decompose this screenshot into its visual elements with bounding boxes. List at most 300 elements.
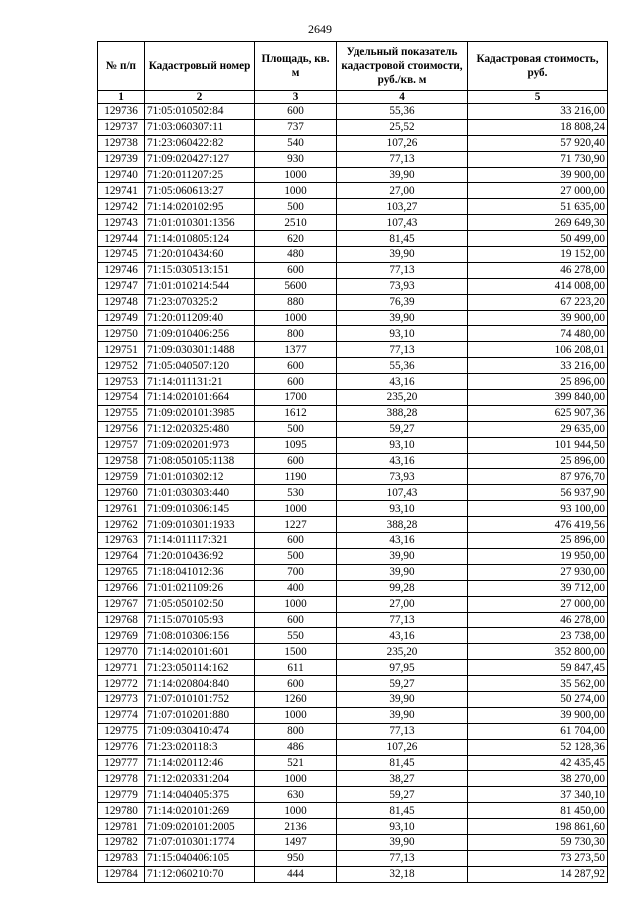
cadastral-number: 71:18:041012:36 bbox=[145, 564, 255, 580]
area-value: 950 bbox=[255, 850, 337, 866]
cadastral-number: 71:15:030513:151 bbox=[145, 262, 255, 278]
row-number: 129736 bbox=[98, 104, 145, 120]
row-number: 129771 bbox=[98, 660, 145, 676]
rate-value: 107,43 bbox=[337, 485, 468, 501]
cost-value: 67 223,20 bbox=[468, 294, 608, 310]
row-number: 129737 bbox=[98, 119, 145, 135]
cadastral-number: 71:20:011209:40 bbox=[145, 310, 255, 326]
cost-value: 198 861,60 bbox=[468, 819, 608, 835]
row-number: 129774 bbox=[98, 707, 145, 723]
rate-value: 107,26 bbox=[337, 135, 468, 151]
rate-value: 93,10 bbox=[337, 501, 468, 517]
cost-value: 625 907,36 bbox=[468, 405, 608, 421]
table-row bbox=[98, 803, 608, 819]
area-value: 600 bbox=[255, 104, 337, 120]
rate-value: 43,16 bbox=[337, 533, 468, 549]
table-row bbox=[98, 850, 608, 866]
cost-value: 19 950,00 bbox=[468, 548, 608, 564]
cost-value: 87 976,70 bbox=[468, 469, 608, 485]
row-number: 129779 bbox=[98, 787, 145, 803]
header-cadastral-cost: Кадастровая стоимость, руб. bbox=[468, 42, 608, 91]
rate-value: 73,93 bbox=[337, 469, 468, 485]
table-row bbox=[98, 628, 608, 644]
rate-value: 77,13 bbox=[337, 342, 468, 358]
row-number: 129767 bbox=[98, 596, 145, 612]
row-number: 129782 bbox=[98, 834, 145, 850]
table-row bbox=[98, 834, 608, 850]
area-value: 600 bbox=[255, 453, 337, 469]
cadastral-number: 71:08:050105:1138 bbox=[145, 453, 255, 469]
cadastral-number: 71:20:010436:92 bbox=[145, 548, 255, 564]
table-row bbox=[98, 564, 608, 580]
table-row bbox=[98, 215, 608, 231]
area-value: 1497 bbox=[255, 834, 337, 850]
area-value: 500 bbox=[255, 199, 337, 215]
cadastral-number: 71:12:020325:480 bbox=[145, 421, 255, 437]
area-value: 600 bbox=[255, 262, 337, 278]
area-value: 700 bbox=[255, 564, 337, 580]
rate-value: 235,20 bbox=[337, 644, 468, 660]
cadastral-number: 71:09:020101:2005 bbox=[145, 819, 255, 835]
row-number: 129740 bbox=[98, 167, 145, 183]
row-number: 129775 bbox=[98, 723, 145, 739]
table-row bbox=[98, 676, 608, 692]
cadastral-value-table bbox=[97, 41, 608, 883]
rate-value: 27,00 bbox=[337, 183, 468, 199]
cadastral-number: 71:14:011131:21 bbox=[145, 374, 255, 390]
row-number: 129739 bbox=[98, 151, 145, 167]
row-number: 129759 bbox=[98, 469, 145, 485]
rate-value: 43,16 bbox=[337, 628, 468, 644]
row-number: 129762 bbox=[98, 517, 145, 533]
cost-value: 27 930,00 bbox=[468, 564, 608, 580]
row-number: 129750 bbox=[98, 326, 145, 342]
row-number: 129754 bbox=[98, 390, 145, 406]
rate-value: 25,52 bbox=[337, 119, 468, 135]
cadastral-number: 71:14:040405:375 bbox=[145, 787, 255, 803]
row-number: 129746 bbox=[98, 262, 145, 278]
cost-value: 25 896,00 bbox=[468, 533, 608, 549]
row-number: 129766 bbox=[98, 580, 145, 596]
cadastral-number: 71:15:040406:105 bbox=[145, 850, 255, 866]
column-number: 2 bbox=[145, 91, 255, 104]
cost-value: 59 730,30 bbox=[468, 834, 608, 850]
cost-value: 56 937,90 bbox=[468, 485, 608, 501]
rate-value: 103,27 bbox=[337, 199, 468, 215]
area-value: 1500 bbox=[255, 644, 337, 660]
cadastral-number: 71:12:060210:70 bbox=[145, 866, 255, 882]
row-number: 129758 bbox=[98, 453, 145, 469]
table-row bbox=[98, 310, 608, 326]
cost-value: 33 216,00 bbox=[468, 358, 608, 374]
area-value: 630 bbox=[255, 787, 337, 803]
cost-value: 101 944,50 bbox=[468, 437, 608, 453]
rate-value: 43,16 bbox=[337, 374, 468, 390]
row-number: 129755 bbox=[98, 405, 145, 421]
table-row bbox=[98, 755, 608, 771]
cost-value: 39 712,00 bbox=[468, 580, 608, 596]
rate-value: 77,13 bbox=[337, 262, 468, 278]
row-number: 129780 bbox=[98, 803, 145, 819]
column-number: 4 bbox=[337, 91, 468, 104]
area-value: 1095 bbox=[255, 437, 337, 453]
cost-value: 52 128,36 bbox=[468, 739, 608, 755]
rate-value: 39,90 bbox=[337, 691, 468, 707]
cost-value: 27 000,00 bbox=[468, 596, 608, 612]
header-rate: Удельный показатель кадастровой стоимости, руб./кв. м bbox=[337, 42, 468, 91]
row-number: 129761 bbox=[98, 501, 145, 517]
rate-value: 39,90 bbox=[337, 247, 468, 263]
cadastral-number: 71:07:010301:1774 bbox=[145, 834, 255, 850]
area-value: 800 bbox=[255, 723, 337, 739]
cadastral-number: 71:14:020112:46 bbox=[145, 755, 255, 771]
rate-value: 43,16 bbox=[337, 453, 468, 469]
table-row bbox=[98, 247, 608, 263]
area-value: 1612 bbox=[255, 405, 337, 421]
area-value: 611 bbox=[255, 660, 337, 676]
table-row bbox=[98, 644, 608, 660]
rate-value: 77,13 bbox=[337, 612, 468, 628]
cadastral-number: 71:09:020101:3985 bbox=[145, 405, 255, 421]
table-row bbox=[98, 739, 608, 755]
table-row bbox=[98, 707, 608, 723]
cost-value: 106 208,01 bbox=[468, 342, 608, 358]
row-number: 129757 bbox=[98, 437, 145, 453]
row-number: 129753 bbox=[98, 374, 145, 390]
table-row bbox=[98, 231, 608, 247]
rate-value: 235,20 bbox=[337, 390, 468, 406]
cadastral-number: 71:01:010302:12 bbox=[145, 469, 255, 485]
table-row bbox=[98, 723, 608, 739]
table-row bbox=[98, 119, 608, 135]
table-row bbox=[98, 326, 608, 342]
cost-value: 39 900,00 bbox=[468, 310, 608, 326]
table-row bbox=[98, 612, 608, 628]
cost-value: 71 730,90 bbox=[468, 151, 608, 167]
rate-value: 76,39 bbox=[337, 294, 468, 310]
table-row bbox=[98, 485, 608, 501]
row-number: 129776 bbox=[98, 739, 145, 755]
area-value: 1700 bbox=[255, 390, 337, 406]
area-value: 600 bbox=[255, 612, 337, 628]
cost-value: 25 896,00 bbox=[468, 453, 608, 469]
cost-value: 59 847,45 bbox=[468, 660, 608, 676]
area-value: 880 bbox=[255, 294, 337, 310]
rate-value: 81,45 bbox=[337, 231, 468, 247]
rate-value: 39,90 bbox=[337, 310, 468, 326]
area-value: 486 bbox=[255, 739, 337, 755]
rate-value: 39,90 bbox=[337, 834, 468, 850]
cost-value: 33 216,00 bbox=[468, 104, 608, 120]
cadastral-number: 71:09:010406:256 bbox=[145, 326, 255, 342]
cadastral-number: 71:05:050102:50 bbox=[145, 596, 255, 612]
cost-value: 51 635,00 bbox=[468, 199, 608, 215]
rate-value: 39,90 bbox=[337, 564, 468, 580]
cadastral-number: 71:15:070105:93 bbox=[145, 612, 255, 628]
cadastral-number: 71:09:010306:145 bbox=[145, 501, 255, 517]
area-value: 540 bbox=[255, 135, 337, 151]
area-value: 1190 bbox=[255, 469, 337, 485]
rate-value: 59,27 bbox=[337, 421, 468, 437]
cadastral-number: 71:20:011207:25 bbox=[145, 167, 255, 183]
rate-value: 81,45 bbox=[337, 755, 468, 771]
cost-value: 25 896,00 bbox=[468, 374, 608, 390]
area-value: 5600 bbox=[255, 278, 337, 294]
row-number: 129781 bbox=[98, 819, 145, 835]
area-value: 1000 bbox=[255, 310, 337, 326]
cost-value: 50 499,00 bbox=[468, 231, 608, 247]
cost-value: 35 562,00 bbox=[468, 676, 608, 692]
area-value: 500 bbox=[255, 548, 337, 564]
area-value: 737 bbox=[255, 119, 337, 135]
cadastral-number: 71:14:020101:664 bbox=[145, 390, 255, 406]
row-number: 129752 bbox=[98, 358, 145, 374]
area-value: 480 bbox=[255, 247, 337, 263]
rate-value: 97,95 bbox=[337, 660, 468, 676]
table-row bbox=[98, 421, 608, 437]
row-number: 129777 bbox=[98, 755, 145, 771]
cost-value: 42 435,45 bbox=[468, 755, 608, 771]
cadastral-number: 71:09:010301:1933 bbox=[145, 517, 255, 533]
column-number: 1 bbox=[98, 91, 145, 104]
table-row bbox=[98, 151, 608, 167]
rate-value: 107,26 bbox=[337, 739, 468, 755]
cadastral-number: 71:20:010434:60 bbox=[145, 247, 255, 263]
cadastral-number: 71:05:010502:84 bbox=[145, 104, 255, 120]
cadastral-number: 71:01:010301:1356 bbox=[145, 215, 255, 231]
cadastral-number: 71:23:020118:3 bbox=[145, 739, 255, 755]
rate-value: 27,00 bbox=[337, 596, 468, 612]
table-row bbox=[98, 199, 608, 215]
area-value: 600 bbox=[255, 533, 337, 549]
area-value: 550 bbox=[255, 628, 337, 644]
cadastral-number: 71:07:010201:880 bbox=[145, 707, 255, 723]
area-value: 1377 bbox=[255, 342, 337, 358]
cost-value: 81 450,00 bbox=[468, 803, 608, 819]
table-row bbox=[98, 405, 608, 421]
rate-value: 55,36 bbox=[337, 358, 468, 374]
cadastral-number: 71:23:070325:2 bbox=[145, 294, 255, 310]
cost-value: 38 270,00 bbox=[468, 771, 608, 787]
cost-value: 39 900,00 bbox=[468, 167, 608, 183]
area-value: 500 bbox=[255, 421, 337, 437]
row-number: 129772 bbox=[98, 676, 145, 692]
table-row bbox=[98, 501, 608, 517]
row-number: 129741 bbox=[98, 183, 145, 199]
rate-value: 32,18 bbox=[337, 866, 468, 882]
rate-value: 39,90 bbox=[337, 548, 468, 564]
cost-value: 476 419,56 bbox=[468, 517, 608, 533]
area-value: 800 bbox=[255, 326, 337, 342]
row-number: 129751 bbox=[98, 342, 145, 358]
row-number: 129743 bbox=[98, 215, 145, 231]
rate-value: 99,28 bbox=[337, 580, 468, 596]
area-value: 930 bbox=[255, 151, 337, 167]
page-number: 2649 bbox=[308, 22, 332, 36]
cadastral-number: 71:14:020101:601 bbox=[145, 644, 255, 660]
header-number: № п/п bbox=[98, 42, 145, 91]
row-number: 129769 bbox=[98, 628, 145, 644]
rate-value: 81,45 bbox=[337, 803, 468, 819]
cadastral-number: 71:08:010306:156 bbox=[145, 628, 255, 644]
area-value: 1000 bbox=[255, 183, 337, 199]
table-row bbox=[98, 453, 608, 469]
area-value: 620 bbox=[255, 231, 337, 247]
cadastral-number: 71:14:020101:269 bbox=[145, 803, 255, 819]
table-row bbox=[98, 358, 608, 374]
cadastral-number: 71:14:010805:124 bbox=[145, 231, 255, 247]
area-value: 1000 bbox=[255, 803, 337, 819]
cadastral-number: 71:01:021109:26 bbox=[145, 580, 255, 596]
row-number: 129756 bbox=[98, 421, 145, 437]
cost-value: 414 008,00 bbox=[468, 278, 608, 294]
cadastral-number: 71:01:030303:440 bbox=[145, 485, 255, 501]
cadastral-number: 71:23:060422:82 bbox=[145, 135, 255, 151]
cost-value: 46 278,00 bbox=[468, 612, 608, 628]
area-value: 600 bbox=[255, 358, 337, 374]
cost-value: 37 340,10 bbox=[468, 787, 608, 803]
row-number: 129768 bbox=[98, 612, 145, 628]
cadastral-number: 71:05:060613:27 bbox=[145, 183, 255, 199]
area-value: 444 bbox=[255, 866, 337, 882]
area-value: 1000 bbox=[255, 501, 337, 517]
rate-value: 39,90 bbox=[337, 167, 468, 183]
rate-value: 73,93 bbox=[337, 278, 468, 294]
table-header-row bbox=[98, 42, 608, 91]
row-number: 129748 bbox=[98, 294, 145, 310]
table-row bbox=[98, 104, 608, 120]
table-row bbox=[98, 533, 608, 549]
cadastral-number: 71:09:020427:127 bbox=[145, 151, 255, 167]
cost-value: 73 273,50 bbox=[468, 850, 608, 866]
table-row bbox=[98, 262, 608, 278]
area-value: 400 bbox=[255, 580, 337, 596]
rate-value: 55,36 bbox=[337, 104, 468, 120]
cadastral-number: 71:09:020201:973 bbox=[145, 437, 255, 453]
row-number: 129763 bbox=[98, 533, 145, 549]
cadastral-number: 71:01:010214:544 bbox=[145, 278, 255, 294]
cadastral-number: 71:23:050114:162 bbox=[145, 660, 255, 676]
cost-value: 269 649,30 bbox=[468, 215, 608, 231]
rate-value: 77,13 bbox=[337, 723, 468, 739]
column-number: 3 bbox=[255, 91, 337, 104]
cost-value: 29 635,00 bbox=[468, 421, 608, 437]
area-value: 2510 bbox=[255, 215, 337, 231]
cost-value: 61 704,00 bbox=[468, 723, 608, 739]
cost-value: 23 738,00 bbox=[468, 628, 608, 644]
table-row bbox=[98, 135, 608, 151]
row-number: 129770 bbox=[98, 644, 145, 660]
table-row bbox=[98, 771, 608, 787]
rate-value: 39,90 bbox=[337, 707, 468, 723]
rate-value: 59,27 bbox=[337, 676, 468, 692]
rate-value: 107,43 bbox=[337, 215, 468, 231]
rate-value: 59,27 bbox=[337, 787, 468, 803]
cadastral-number: 71:07:010101:752 bbox=[145, 691, 255, 707]
row-number: 129744 bbox=[98, 231, 145, 247]
cost-value: 50 274,00 bbox=[468, 691, 608, 707]
rate-value: 38,27 bbox=[337, 771, 468, 787]
column-number: 5 bbox=[468, 91, 608, 104]
table-row bbox=[98, 660, 608, 676]
table-row bbox=[98, 866, 608, 882]
cadastral-number: 71:14:020804:840 bbox=[145, 676, 255, 692]
table-row bbox=[98, 469, 608, 485]
cost-value: 39 900,00 bbox=[468, 707, 608, 723]
cadastral-number: 71:14:020102:95 bbox=[145, 199, 255, 215]
table-row bbox=[98, 437, 608, 453]
area-value: 1227 bbox=[255, 517, 337, 533]
table-row bbox=[98, 183, 608, 199]
rate-value: 388,28 bbox=[337, 405, 468, 421]
rate-value: 77,13 bbox=[337, 850, 468, 866]
cost-value: 352 800,00 bbox=[468, 644, 608, 660]
table-row bbox=[98, 517, 608, 533]
rate-value: 77,13 bbox=[337, 151, 468, 167]
row-number: 129749 bbox=[98, 310, 145, 326]
area-value: 530 bbox=[255, 485, 337, 501]
area-value: 1000 bbox=[255, 707, 337, 723]
row-number: 129773 bbox=[98, 691, 145, 707]
table-row bbox=[98, 294, 608, 310]
area-value: 1000 bbox=[255, 167, 337, 183]
table-row bbox=[98, 596, 608, 612]
table-row bbox=[98, 278, 608, 294]
rate-value: 93,10 bbox=[337, 819, 468, 835]
table-row bbox=[98, 167, 608, 183]
area-value: 2136 bbox=[255, 819, 337, 835]
cadastral-number: 71:03:060307:11 bbox=[145, 119, 255, 135]
cost-value: 18 808,24 bbox=[468, 119, 608, 135]
area-value: 1000 bbox=[255, 771, 337, 787]
table-row bbox=[98, 390, 608, 406]
row-number: 129760 bbox=[98, 485, 145, 501]
row-number: 129784 bbox=[98, 866, 145, 882]
cadastral-number: 71:12:020331:204 bbox=[145, 771, 255, 787]
cadastral-number: 71:05:040507:120 bbox=[145, 358, 255, 374]
header-area: Площадь, кв. м bbox=[255, 42, 337, 91]
cost-value: 27 000,00 bbox=[468, 183, 608, 199]
cost-value: 19 152,00 bbox=[468, 247, 608, 263]
row-number: 129738 bbox=[98, 135, 145, 151]
cost-value: 399 840,00 bbox=[468, 390, 608, 406]
table-row bbox=[98, 548, 608, 564]
rate-value: 93,10 bbox=[337, 326, 468, 342]
table-row bbox=[98, 691, 608, 707]
column-number-row bbox=[98, 91, 608, 104]
cadastral-number: 71:14:011117:321 bbox=[145, 533, 255, 549]
cost-value: 14 287,92 bbox=[468, 866, 608, 882]
cost-value: 93 100,00 bbox=[468, 501, 608, 517]
header-cadastral-number: Кадастровый номер bbox=[145, 42, 255, 91]
row-number: 129778 bbox=[98, 771, 145, 787]
area-value: 521 bbox=[255, 755, 337, 771]
row-number: 129764 bbox=[98, 548, 145, 564]
row-number: 129742 bbox=[98, 199, 145, 215]
table-body bbox=[98, 104, 608, 883]
cost-value: 57 920,40 bbox=[468, 135, 608, 151]
row-number: 129765 bbox=[98, 564, 145, 580]
cost-value: 74 480,00 bbox=[468, 326, 608, 342]
area-value: 600 bbox=[255, 374, 337, 390]
rate-value: 93,10 bbox=[337, 437, 468, 453]
rate-value: 388,28 bbox=[337, 517, 468, 533]
cadastral-number: 71:09:030301:1488 bbox=[145, 342, 255, 358]
cost-value: 46 278,00 bbox=[468, 262, 608, 278]
table-row bbox=[98, 374, 608, 390]
table-row bbox=[98, 342, 608, 358]
table-row bbox=[98, 787, 608, 803]
